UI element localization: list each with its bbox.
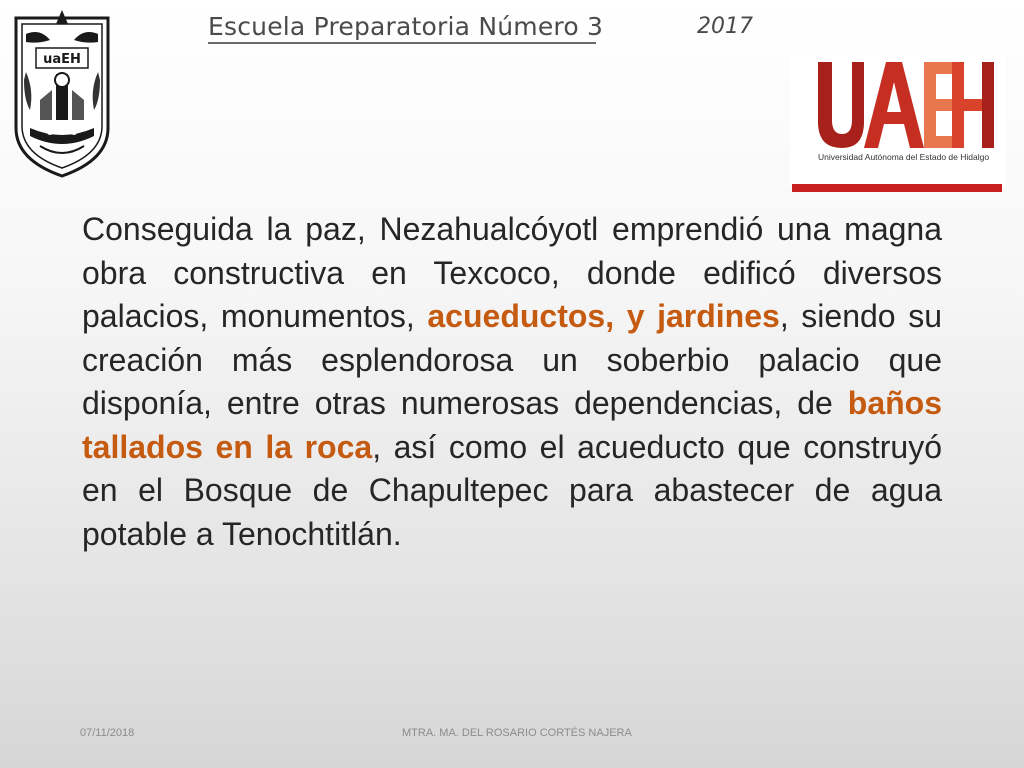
school-crest-text: uaEH <box>43 52 81 67</box>
body-highlight-1: acueductos, y jardines <box>427 298 780 334</box>
footer-author: MTRA. MA. DEL ROSARIO CORTÉS NAJERA <box>402 727 632 739</box>
header-year: 2017 <box>697 14 753 39</box>
footer-date: 07/11/2018 <box>80 727 135 739</box>
uaeh-caption: Universidad Autónoma del Estado de Hidalgo <box>818 152 990 162</box>
body-segment-3: , así como el acueducto que construyó en el Bosque de Chapultepec para abastecer de agua potable a Tenochtitlán. <box>82 428 942 552</box>
title-underline <box>208 42 596 44</box>
body-segment-1: Conseguida la paz, Nezahualcóyotl emprendió una magna obra constructiva en Texcoco, donde edificó diversos palacios, monumentos, <box>82 211 942 334</box>
body-highlight-2: baños tallados en la roca <box>82 385 942 465</box>
school-name-title: Escuela Preparatoria Número 3 <box>208 12 604 41</box>
school-crest-icon <box>10 10 114 180</box>
body-paragraph <box>82 208 942 556</box>
uaeh-logo-icon <box>790 50 1006 196</box>
body-segment-2: , siendo su creación más esplendorosa un soberbio palacio que disponía, entre otras numerosas dependencias, de <box>82 298 942 421</box>
